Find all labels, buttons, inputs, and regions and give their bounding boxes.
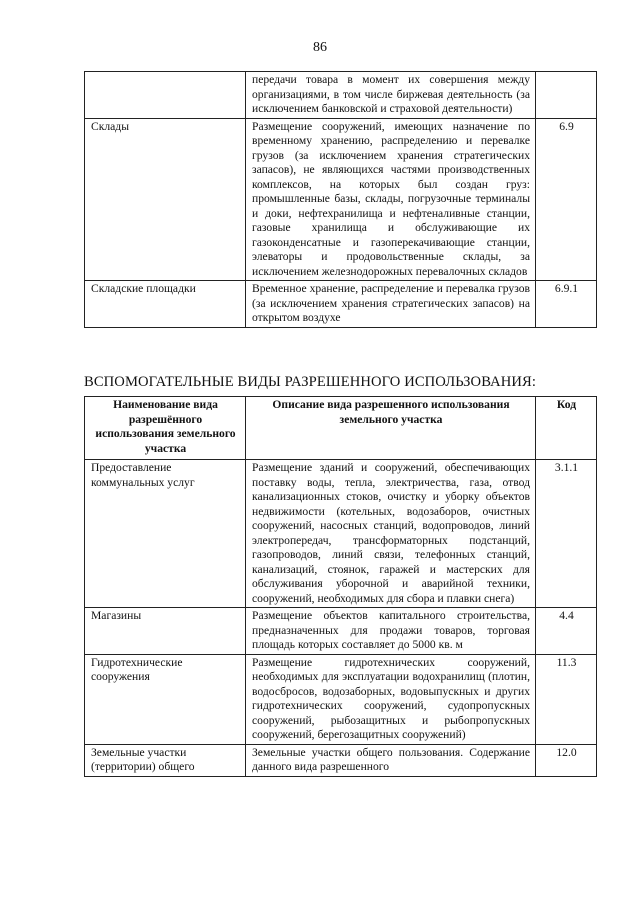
use-code-cell: 12.0 <box>536 744 597 776</box>
use-description-cell: Размещение сооружений, имеющих назначение по временному хранению, распределению и перевалке грузов (за исключением хранения стратегических запасов), не являющихся частями производственных комплексов, на которых был создан груз: промышленные базы, склады, погрузочные терминалы и доки, нефтехранилища и нефтеналивные станции, газовые хранилища и обслуживающие их газоконденсатные и газоперекачивающие станции, элеваторы и продовольственные склады, за исключением железнодорожных перевалочных складов <box>246 118 536 281</box>
table-row <box>85 744 597 776</box>
use-name-cell: Гидротехнические сооружения <box>85 654 246 744</box>
use-code-cell: 11.3 <box>536 654 597 744</box>
use-description-cell: передачи товара в момент их совершения между организациями, в том числе биржевая деятельность (за исключением банковской и страховой деятельности) <box>246 72 536 119</box>
land-use-table-continued <box>84 71 597 328</box>
table-row <box>85 281 597 328</box>
use-name-cell: Земельные участки (территории) общего <box>85 744 246 776</box>
table-row <box>85 72 597 119</box>
use-description-cell: Размещение зданий и сооружений, обеспечивающих поставку воды, тепла, электричества, газа, отвод канализационных стоков, очистку и уборку объектов недвижимости (котельных, водозаборов, очистных сооружений, насосных станций, водопроводов, линий электропередач, трансформаторных подстанций, газопроводов, линий связи, телефонных станций, канализаций, стоянок, гаражей и мастерских для обслуживания уборочной и аварийной техники, сооружений, необходимых для сбора и плавки снега) <box>246 460 536 608</box>
use-description-cell: Временное хранение, распределение и перевалка грузов (за исключением хранения стратегических запасов) на открытом воздухе <box>246 281 536 328</box>
use-description-cell: Размещение объектов капитального строительства, предназначенных для продажи товаров, торговая площадь которых составляет до 5000 кв. м <box>246 608 536 655</box>
header-code: Код <box>536 397 597 460</box>
use-code-cell: 6.9.1 <box>536 281 597 328</box>
use-code-cell <box>536 72 597 119</box>
header-name: Наименование вида разрешённого использования земельного участка <box>85 397 246 460</box>
use-name-cell: Предоставление коммунальных услуг <box>85 460 246 608</box>
table-row <box>85 118 597 281</box>
page-number: 86 <box>313 40 327 55</box>
use-name-cell: Магазины <box>85 608 246 655</box>
use-code-cell: 6.9 <box>536 118 597 281</box>
use-code-cell: 3.1.1 <box>536 460 597 608</box>
use-name-cell <box>85 72 246 119</box>
auxiliary-uses-table <box>84 396 597 777</box>
use-name-cell: Склады <box>85 118 246 281</box>
table-header-row <box>85 397 597 460</box>
use-description-cell: Размещение гидротехнических сооружений, необходимых для эксплуатации водохранилищ (плотин, водосбросов, водозаборных, водовыпускных и других гидротехнических сооружений, судопропускных сооружений, рыбозащитных и рыбопропускных сооружений, берегозащитных сооружений) <box>246 654 536 744</box>
use-code-cell: 4.4 <box>536 608 597 655</box>
section-heading: ВСПОМОГАТЕЛЬНЫЕ ВИДЫ РАЗРЕШЕННОГО ИСПОЛЬЗОВАНИЯ: <box>84 374 537 390</box>
table-row <box>85 608 597 655</box>
header-description: Описание вида разрешенного использования земельного участка <box>246 397 536 460</box>
table-row <box>85 654 597 744</box>
table-row <box>85 460 597 608</box>
use-description-cell: Земельные участки общего пользования. Содержание данного вида разрешенного <box>246 744 536 776</box>
use-name-cell: Складские площадки <box>85 281 246 328</box>
